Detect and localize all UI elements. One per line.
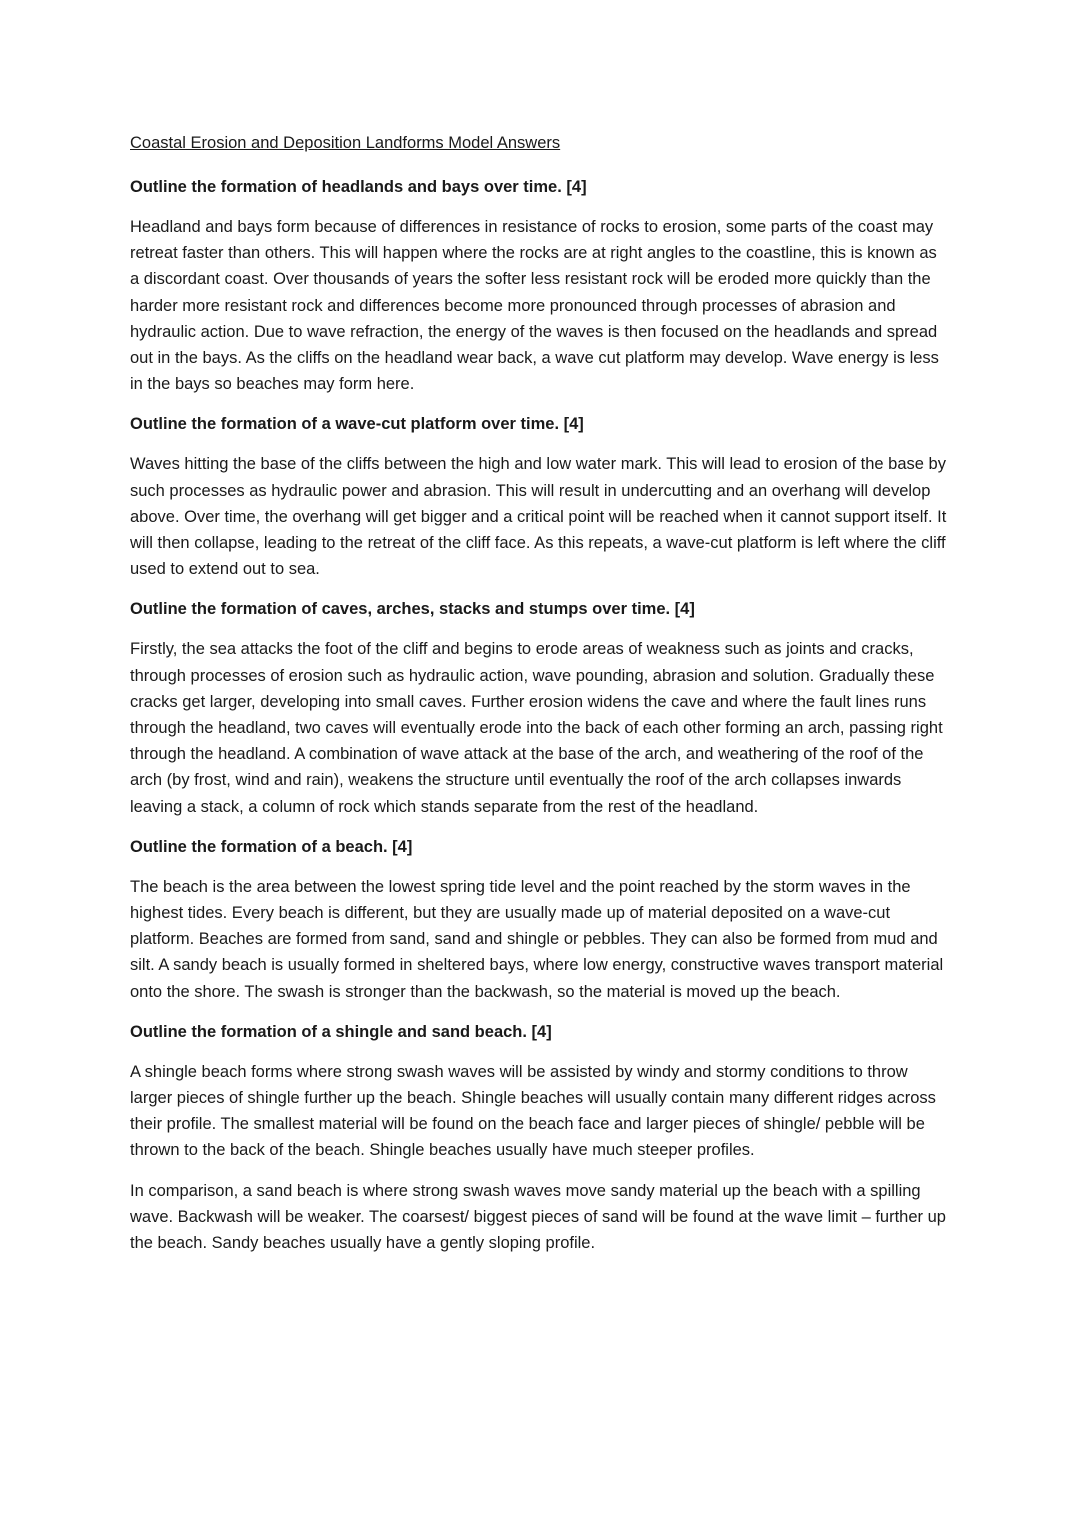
answer-paragraph: Firstly, the sea attacks the foot of the cliff and begins to erode areas of weakness such as joints and cracks, through processes of erosion such as hydraulic action, wave pounding, abrasion and solution. Gradually these cracks get larger, developing into small caves. Further erosion widens the cave and where the fault lines runs through the headland, two caves will eventually erode into the back of each other forming an arch, passing right through the headland. A combination of wave attack at the base of the arch, and weathering of the roof of the arch (by frost, wind and rain), weakens the structure until eventually the roof of the arch collapses inwards leaving a stack, a column of rock which stands separate from the rest of the headland. [130,640,943,816]
answer-paragraph: Waves hitting the base of the cliffs between the high and low water mark. This will lead to erosion of the base by such processes as hydraulic power and abrasion. This will result in undercutting and an overhang will develop above. Over time, the overhang will get bigger and a critical point will be reached when it cannot support itself. It will then collapse, leading to the retreat of the cliff face. As this repeats, a wave-cut platform is left where the cliff used to extend out to sea. [130,455,947,579]
section-headlands-bays [130,174,950,397]
section-wave-cut-platform [130,411,950,582]
answer-paragraph: A shingle beach forms where strong swash waves will be assisted by windy and stormy conditions to throw larger pieces of shingle further up the beach. Shingle beaches will usually contain many different ridges across their profile. The smallest material will be found on the beach face and larger pieces of shingle/ pebble will be thrown to the back of the beach. Shingle beaches usually have much steeper profiles. [130,1062,936,1160]
question-heading: Outline the formation of a shingle and sand beach. [4] [130,1022,552,1041]
question-heading: Outline the formation of headlands and bays over time. [4] [130,178,587,196]
question-heading: Outline the formation of caves, arches, stacks and stumps over time. [4] [130,600,695,619]
answer-paragraph: In comparison, a sand beach is where strong swash waves move sandy material up the beach with a spilling wave. Backwash will be weaker. The coarsest/ biggest pieces of sand will be found at the wave limit – further up the beach. Sandy beaches usually have a gently sloping profile. [130,1181,946,1253]
section-shingle-sand-beach [130,1019,950,1256]
question-heading: Outline the formation of a wave-cut platform over time. [4] [130,415,584,434]
section-caves-arches-stacks [130,596,950,819]
answer-paragraph: The beach is the area between the lowest spring tide level and the point reached by the storm waves in the highest tides. Every beach is different, but they are usually made up of material deposited on a wave-cut platform. Beaches are formed from sand, sand and shingle or pebbles. They can also be formed from mud and silt. A sandy beach is usually formed in sheltered bays, where low energy, constructive waves transport material onto the shore. The swash is stronger than the backwash, so the material is moved up the beach. [130,877,944,1001]
answer-paragraph: Headland and bays form because of differences in resistance of rocks to erosion, some parts of the coast may retreat faster than others. This will happen where the rocks are at right angles to the coastline, this is known as a discordant coast. Over thousands of years the softer less resistant rock will be eroded more quickly than the harder more resistant rock and differences become more pronounced through processes of abrasion and hydraulic action. Due to wave refraction, the energy of the waves is then focused on the headlands and spread out in the bays. As the cliffs on the headland wear back, a wave cut platform may develop. Wave energy is less in the bays so beaches may form here. [130,218,939,394]
section-beach [130,834,950,1005]
document-title: Coastal Erosion and Deposition Landforms Model Answers [130,134,561,152]
question-heading: Outline the formation of a beach. [4] [130,837,413,856]
document-page [130,130,950,1270]
